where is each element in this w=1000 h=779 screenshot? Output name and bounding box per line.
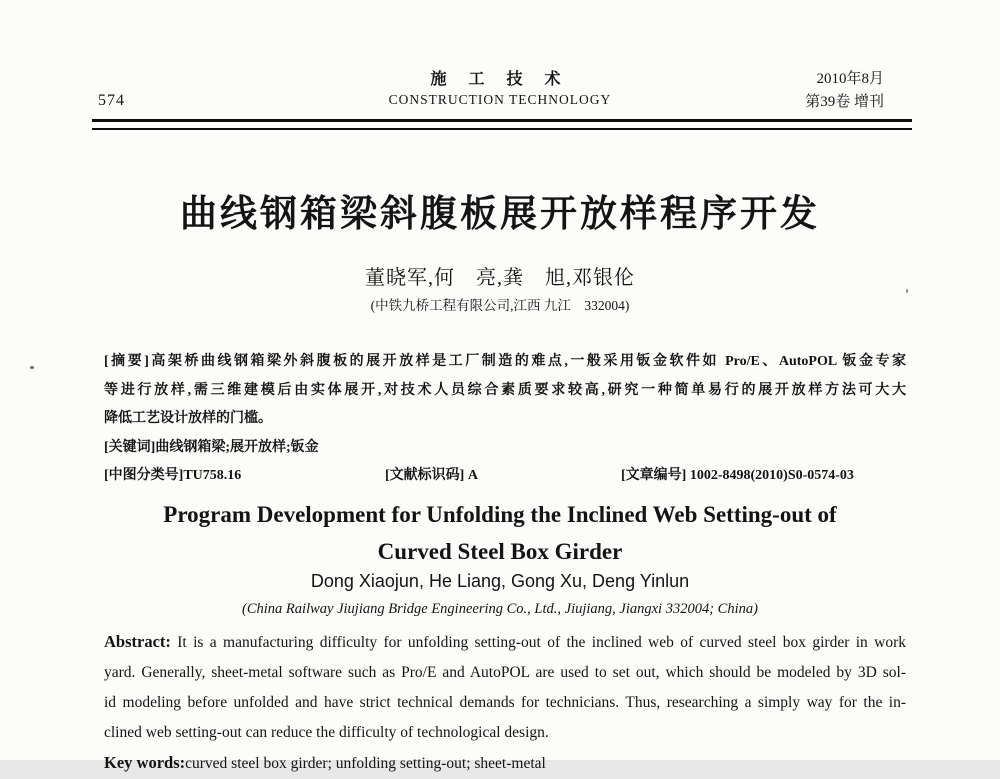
authors-en: Dong Xiaojun, He Liang, Gong Xu, Deng Yinlun [310,571,690,591]
title-en-line1: Program Development for Unfolding the Inclined Web Setting-out of [163,502,837,527]
keywords-line-en [104,748,906,779]
abstract-label-en: Abstract: [104,632,171,651]
abstract-cn-line: 降低工艺设计放样的门槛。 [104,411,272,426]
article-id-segment [621,462,854,491]
affiliation-cn: (中铁九桥工程有限公司,江西 九江 332004) [370,298,630,313]
keywords-line-cn [104,434,906,463]
page-number: 574 [98,92,125,109]
keywords-label-en: Key words: [104,753,186,772]
article-id-value: 1002-8498(2010)S0-0574-03 [689,468,854,483]
clc-label: [中图分类号] [104,468,184,483]
keywords-cn-text: 曲线钢箱梁;展开放样;钣金 [155,439,319,455]
abstract-en-line: id modeling before unfolded and have strict technical demands for technicians. Thus, researching a simply way for the in- [104,694,906,711]
classification-line [104,462,906,491]
doc-code-value: A [467,468,478,483]
abstract-en-text: It is a manufacturing difficulty for unfolding setting-out of the inclined web of curved steel box girder in work [177,634,906,651]
abstract-label-cn: [摘要] [104,354,149,369]
abstract-cn-line: 等进行放样,需三维建模后由实体展开,对技术人员综合素质要求较高,研究一种简单易行的展开放样方法可大大 [104,382,906,398]
scan-speck [906,289,908,293]
abstract-en-line: clined web setting-out can reduce the difficulty of technological design. [104,724,549,741]
abstract-block-en [104,627,906,779]
article-id-label: [文章编号] [621,468,687,483]
abstract-en-line [104,627,906,658]
abstract-cn-text: 高架桥曲线钢箱梁外斜腹板的展开放样是工厂制造的难点,一般采用钣金软件如 Pro/E、AutoPOL 钣金专家 [148,354,906,369]
journal-name-cn: 施 工 技 术 [430,71,570,88]
issue-info [805,68,884,114]
issue-date: 2010年8月 [816,71,884,87]
title-en-line2: Curved Steel Box Girder [377,539,623,564]
doc-code-segment [385,462,621,491]
clc-segment [104,462,385,491]
clc-value: TU758.16 [183,468,242,483]
journal-name-en: CONSTRUCTION TECHNOLOGY [388,92,612,107]
doc-code-label: [文献标识码] [385,468,465,483]
article-title-cn: 曲线钢箱梁斜腹板展开放样程序开发 [180,194,820,235]
abstract-cn-line [104,348,906,377]
abstract-en-line: yard. Generally, sheet-metal software such as Pro/E and AutoPOL are used to set out, which should be modeled by 3D sol- [104,664,906,681]
keywords-label-cn: [关键词] [104,439,156,455]
authors-cn: 董晓军,何 亮,龚 旭,邓银伦 [365,267,635,289]
affiliation-en: (China Railway Jiujiang Bridge Engineering Co., Ltd., Jiujiang, Jiangxi 332004; China) [242,601,758,617]
header-double-rule [92,119,912,130]
article-title-en [0,496,1000,570]
abstract-block-cn [104,348,906,491]
volume-issue: 第39卷 增刊 [805,94,884,110]
keywords-en-text: curved steel box girder; unfolding setting-out; sheet-metal [185,755,546,772]
scan-speck [30,366,34,369]
